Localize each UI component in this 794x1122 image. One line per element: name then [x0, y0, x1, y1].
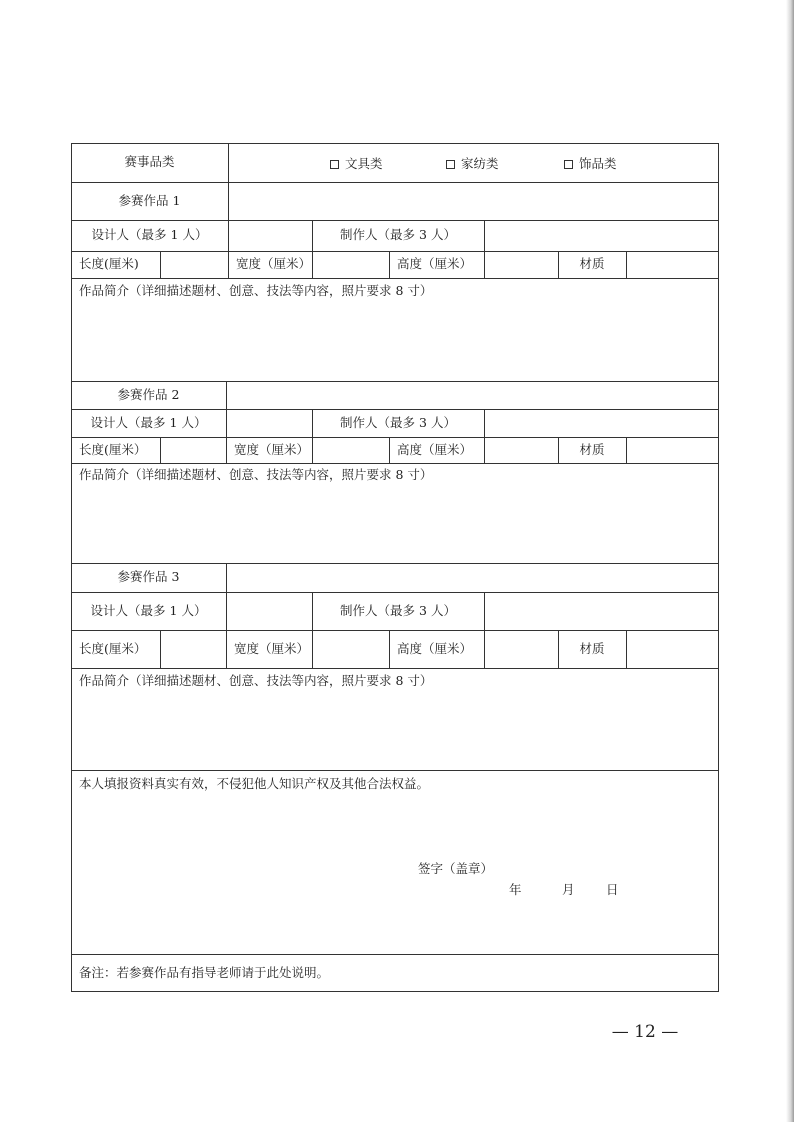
entry-title: 参赛作品 1 — [118, 192, 181, 208]
length-field[interactable] — [160, 251, 228, 278]
option-label: 家纺类 — [461, 156, 499, 171]
signature-field[interactable] — [71, 796, 719, 954]
checkbox-icon[interactable] — [330, 160, 339, 169]
designer-field[interactable] — [228, 220, 312, 251]
maker-field[interactable] — [484, 220, 719, 251]
material-field[interactable] — [626, 251, 719, 278]
height-field[interactable] — [484, 437, 558, 463]
entry-title-field[interactable] — [226, 563, 719, 592]
width-label: 宽度（厘米） — [234, 441, 310, 457]
length-label: 长度(厘米） — [79, 441, 147, 457]
material-label: 材质 — [579, 640, 605, 656]
maker-label: 制作人（最多 3 人） — [340, 414, 456, 430]
width-label: 宽度（厘米） — [236, 256, 312, 272]
designer-field[interactable] — [226, 409, 312, 437]
checkbox-icon[interactable] — [446, 160, 455, 169]
page-number: — 12 — — [611, 1022, 679, 1042]
maker-field[interactable] — [484, 409, 719, 437]
entry-title-field[interactable] — [226, 381, 719, 409]
declaration-text: 本人填报资料真实有效，不侵犯他人知识产权及其他合法权益。 — [79, 776, 430, 791]
height-label: 高度（厘米） — [397, 640, 473, 656]
intro-label: 作品简介（详细描述题材、创意、技法等内容，照片要求 8 寸） — [79, 467, 433, 482]
material-label: 材质 — [579, 441, 605, 457]
length-label: 长度(厘米） — [79, 640, 147, 656]
entry-title: 参赛作品 2 — [117, 386, 180, 402]
category-option-stationery[interactable] — [330, 156, 383, 172]
width-field[interactable] — [312, 630, 389, 668]
maker-label: 制作人（最多 3 人） — [340, 227, 456, 243]
date-year: 年 — [509, 882, 522, 897]
page-edge-shadow — [786, 0, 794, 1122]
intro-field[interactable] — [71, 302, 719, 381]
category-options — [228, 143, 719, 182]
designer-label: 设计人（最多 1 人） — [90, 602, 207, 618]
designer-label: 设计人（最多 1 人） — [91, 227, 208, 243]
option-label: 文具类 — [345, 156, 383, 171]
maker-label: 制作人（最多 3 人） — [340, 602, 456, 618]
width-field[interactable] — [312, 437, 389, 463]
width-field[interactable] — [312, 251, 389, 278]
category-option-textiles[interactable] — [446, 156, 499, 172]
material-label: 材质 — [579, 256, 605, 272]
option-label: 饰品类 — [579, 156, 617, 171]
designer-label: 设计人（最多 1 人） — [90, 414, 207, 430]
date-month: 月 — [562, 882, 575, 897]
material-field[interactable] — [626, 437, 719, 463]
height-label: 高度（厘米） — [397, 256, 473, 272]
maker-field[interactable] — [484, 592, 719, 630]
entry-title: 参赛作品 3 — [117, 569, 180, 585]
width-label: 宽度（厘米） — [234, 640, 310, 656]
length-field[interactable] — [160, 437, 226, 463]
row-divider — [71, 278, 719, 279]
designer-field[interactable] — [226, 592, 312, 630]
material-field[interactable] — [626, 630, 719, 668]
height-label: 高度（厘米） — [397, 441, 473, 457]
length-field[interactable] — [160, 630, 226, 668]
category-label: 赛事品类 — [124, 154, 175, 170]
height-field[interactable] — [484, 630, 558, 668]
checkbox-icon[interactable] — [564, 160, 573, 169]
row-divider — [71, 463, 719, 464]
row-divider — [71, 770, 719, 771]
note-text: 备注：若参赛作品有指导老师请于此处说明。 — [79, 964, 330, 980]
date-day: 日 — [606, 882, 619, 897]
height-field[interactable] — [484, 251, 558, 278]
intro-field[interactable] — [71, 486, 719, 563]
length-label: 长度(厘米) — [79, 256, 139, 272]
entry-title-field[interactable] — [228, 182, 719, 220]
row-divider — [71, 668, 719, 669]
intro-label: 作品简介（详细描述题材、创意、技法等内容，照片要求 8 寸） — [79, 673, 433, 688]
signature-label: 签字（盖章） — [418, 861, 494, 876]
intro-field[interactable] — [71, 692, 719, 770]
intro-label: 作品简介（详细描述题材、创意、技法等内容，照片要求 8 寸） — [79, 283, 433, 298]
category-option-accessories[interactable] — [564, 156, 617, 172]
